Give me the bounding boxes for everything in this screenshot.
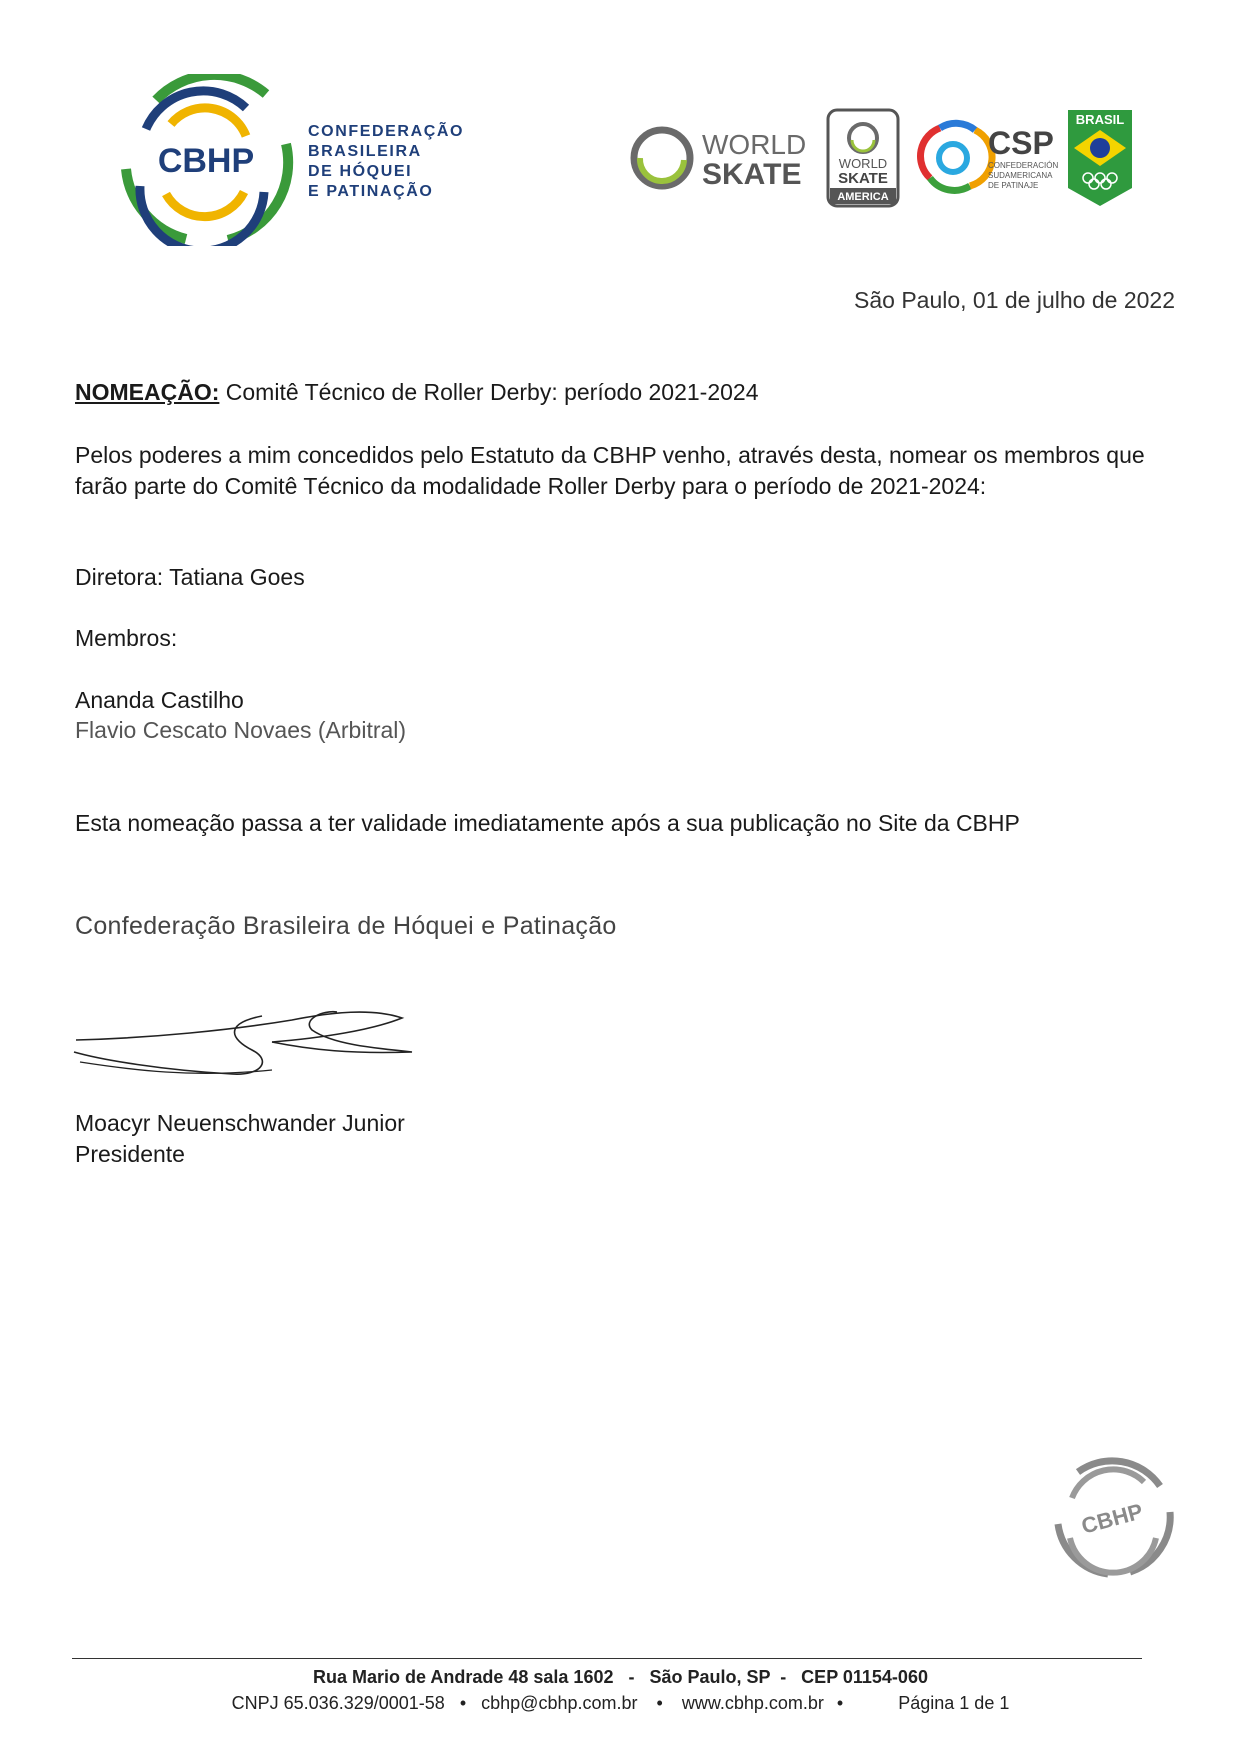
signatory-name: Moacyr Neuenschwander Junior (75, 1110, 405, 1136)
wsa-text-1: WORLD (838, 156, 888, 171)
member-item: Ananda Castilho (75, 687, 244, 713)
world-skate-text-1: WORLD (702, 129, 807, 160)
csp-logo (921, 123, 1059, 190)
cbhp-seal-watermark (1048, 1452, 1178, 1582)
signatory-title: Presidente (75, 1141, 185, 1167)
bullet-icon: • (836, 1693, 844, 1713)
csp-text: CSP (988, 125, 1054, 161)
subject-text: Comitê Técnico de Roller Derby: período 2021-2024 (219, 379, 759, 405)
cbhp-full-name (308, 122, 464, 202)
footer-contact (0, 1693, 1241, 1714)
footer-website: www.cbhp.com.br (681, 1693, 824, 1713)
subject-label: NOMEAÇÃO: (75, 379, 220, 405)
members-label: Membros: (75, 625, 178, 651)
cbhp-name-line: CONFEDERAÇÃO (308, 123, 465, 140)
cbhp-name-line: DE HÓQUEI (308, 163, 413, 180)
world-skate-america-logo (828, 110, 898, 206)
bullet-icon: • (656, 1693, 663, 1713)
footer-cnpj: CNPJ 65.036.329/0001-58 (231, 1693, 445, 1713)
seal-text: CBHP (1078, 1498, 1146, 1539)
partner-logos (630, 108, 1150, 208)
brasil-olympic-logo (1068, 110, 1132, 206)
document-date: São Paulo, 01 de julho de 2022 (854, 287, 1175, 313)
world-skate-text-2: SKATE (702, 158, 802, 191)
footer-divider (72, 1658, 1142, 1659)
footer-email: cbhp@cbhp.com.br (481, 1693, 638, 1713)
cbhp-name-line: BRASILEIRA (308, 143, 422, 160)
member-item: Flavio Cescato Novaes (Arbitral) (75, 717, 407, 743)
wsa-text-2: SKATE (838, 170, 888, 187)
csp-sub-1: CONFEDERACIÓN (988, 161, 1059, 170)
subject-line (75, 377, 759, 408)
wsa-text-3: AMERICA (837, 191, 889, 203)
cbhp-name-line: E PATINAÇÃO (308, 183, 434, 200)
cbhp-logo-text: CBHP (157, 142, 255, 180)
csp-sub-2: SUDAMERICANA (988, 171, 1053, 180)
intro-line: Pelos poderes a mim concedidos pelo Estatuto da CBHP venho, através desta, nomear os membros que (75, 442, 1145, 468)
footer-page-number: Página 1 de 1 (898, 1693, 1010, 1713)
world-skate-logo (634, 129, 806, 191)
director-line: Diretora: Tatiana Goes (75, 564, 305, 590)
bullet-icon: • (459, 1693, 467, 1713)
intro-paragraph (75, 440, 1145, 502)
cbhp-logo (116, 74, 296, 246)
signature-image (72, 1000, 422, 1100)
brasil-text: BRASIL (1075, 112, 1125, 127)
footer-address: Rua Mario de Andrade 48 sala 1602 - São Paulo, SP - CEP 01154-060 (313, 1667, 928, 1687)
organization-name: Confederação Brasileira de Hóquei e Patinação (75, 912, 617, 940)
csp-sub-3: DE PATINAJE (988, 181, 1039, 190)
validity-statement: Esta nomeação passa a ter validade imediatamente após a sua publicação no Site da CBHP (75, 810, 1020, 836)
intro-line: farão parte do Comitê Técnico da modalidade Roller Derby para o período de 2021-2024: (75, 473, 987, 499)
